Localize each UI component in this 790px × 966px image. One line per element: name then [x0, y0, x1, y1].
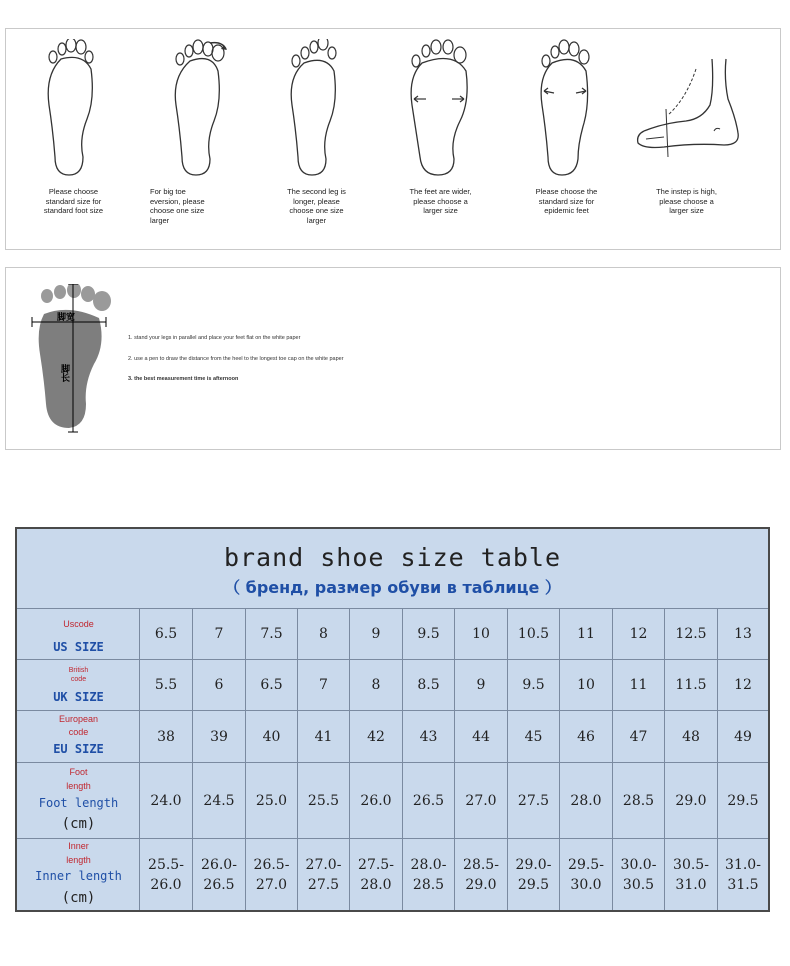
table-cell-line: 30.5-: [673, 856, 709, 873]
table-cell-line: 29.5: [517, 876, 550, 893]
foot-type-caption-line: eversion, please: [150, 196, 205, 206]
uk-code-label-2: code: [70, 676, 87, 683]
row-label-eu: [17, 711, 140, 762]
foot-type-caption-line: larger: [306, 215, 327, 225]
table-cell: 12.5: [665, 609, 718, 659]
foot-type-caption-line: longer, please: [293, 196, 340, 206]
table-cell-line: 31.0: [675, 876, 707, 893]
table-cell-line: 29.0-: [515, 856, 552, 873]
table-cell-line: 31.5: [727, 876, 759, 893]
table-cell-line: 29.0: [465, 876, 497, 893]
table-cell: 25.5: [298, 763, 350, 838]
table-cell: 39: [193, 711, 246, 762]
table-cell: [193, 839, 246, 910]
table-cell: 9.5: [403, 609, 455, 659]
table-cell-line: 26.0-: [201, 856, 237, 873]
table-cell: 12: [734, 677, 752, 693]
standard-foot-icon: [11, 39, 136, 179]
table-cell: 27.5: [508, 763, 560, 838]
table-cell: 10.5: [508, 609, 560, 659]
table-cell: [718, 839, 768, 910]
table-cell: 41: [298, 711, 350, 762]
table-cell: 5.5: [140, 660, 193, 710]
table-cell-line: 27.0: [255, 876, 288, 893]
table-cell: 9: [455, 660, 508, 710]
big-toe-foot-icon: [138, 39, 263, 179]
table-cell: 29.0: [665, 763, 718, 838]
table-cell-line: 31.0-: [725, 856, 761, 873]
table-cell: 44: [455, 711, 508, 762]
foot-type-caption: [628, 187, 745, 216]
foot-type-item: [624, 39, 749, 244]
table-cell: [246, 839, 298, 910]
table-cell-line: 25.5-: [148, 856, 184, 873]
table-cell: 49: [734, 728, 752, 745]
foot-type-caption-line: choose one size: [289, 206, 344, 215]
row-label-inner-length: [17, 839, 140, 910]
foot-type-caption-line: larger: [150, 215, 170, 225]
table-cell: [560, 839, 613, 910]
table-cell: 8: [298, 609, 350, 659]
table-cell-line: 30.5: [622, 876, 655, 893]
table-cell: 6.5: [140, 609, 193, 659]
table-cell: 9: [350, 609, 403, 659]
table-cell: 11: [560, 609, 613, 659]
foot-length-label-1: Foot: [69, 767, 88, 777]
table-cell: 48: [665, 711, 718, 762]
table-cell: 40: [246, 711, 298, 762]
foot-type-caption: [382, 187, 499, 216]
table-cell: [613, 839, 665, 910]
foot-width-label: 脚宽: [57, 313, 76, 323]
uk-code-label-1: British: [68, 667, 89, 674]
table-cell: 6.5: [246, 660, 298, 710]
row-label-uk: [17, 660, 140, 710]
foot-type-item: [254, 39, 379, 244]
foot-type-caption-line: Please choose: [48, 187, 99, 196]
table-cell: 25.0: [246, 763, 298, 838]
foot-type-caption-line: larger size: [423, 206, 458, 215]
table-cell: 26.5: [403, 763, 455, 838]
foot-measurement-icon: [24, 284, 124, 434]
long-second-toe-foot-icon: [254, 39, 379, 179]
foot-length-label-2: length: [66, 781, 91, 791]
table-cell: 28.5: [613, 763, 665, 838]
table-cell: 24.0: [140, 763, 193, 838]
table-row-foot-length: [17, 763, 768, 839]
table-cell: 24.5: [193, 763, 246, 838]
foot-type-caption-line: standard size for: [45, 196, 102, 206]
foot-type-caption: [258, 187, 375, 225]
measurement-step-1: 1. stand your legs in parallel and place your feet flat on the white paper: [128, 335, 301, 341]
table-cell: 47: [613, 711, 665, 762]
table-cell: [508, 839, 560, 910]
table-cell: [298, 839, 350, 910]
eu-code-label-1: European: [58, 714, 99, 724]
table-cell: 8: [350, 660, 403, 710]
foot-type-caption: [508, 187, 625, 216]
table-header: [17, 529, 768, 609]
table-cell: [140, 839, 193, 910]
foot-type-caption: [15, 187, 132, 216]
foot-type-caption-line: For big toe: [150, 187, 186, 196]
table-cell: 13: [734, 626, 752, 642]
foot-type-caption-line: epidemic feet: [544, 206, 589, 215]
foot-type-caption-line: The feet are wider,: [409, 187, 472, 196]
table-cell: 6: [193, 660, 246, 710]
table-cell: [665, 839, 718, 910]
table-cell: [350, 839, 403, 910]
wide-foot-icon: [378, 39, 503, 179]
table-cell: 42: [350, 711, 403, 762]
table-cell: 29.5: [727, 792, 759, 809]
table-cell-line: 28.5-: [463, 856, 499, 873]
foot-type-item: [138, 39, 263, 244]
table-subtitle: （ бренд, размер обуви в таблице ）: [224, 578, 561, 597]
table-cell: 9.5: [508, 660, 560, 710]
table-cell: 43: [403, 711, 455, 762]
row-label-foot-length: [17, 763, 140, 838]
table-cell: [455, 839, 508, 910]
table-cell: 46: [560, 711, 613, 762]
foot-type-caption-line: please choose a: [413, 196, 468, 206]
inner-length-label: Inner length: [35, 869, 122, 883]
table-cell-line: 29.5-: [568, 856, 604, 873]
foot-type-caption-line: Please choose the: [535, 187, 598, 196]
table-cell: 27.0: [455, 763, 508, 838]
table-cell: 10: [455, 609, 508, 659]
foot-type-caption-line: standard foot size: [43, 206, 104, 215]
table-cell-line: 28.5: [412, 876, 445, 893]
size-table: [15, 527, 770, 912]
us-code-label: Uscode: [63, 619, 94, 629]
foot-length-label: Foot length: [38, 796, 119, 810]
measurement-guide: [5, 267, 781, 450]
high-instep-foot-icon: [624, 39, 749, 179]
foot-length-label: 脚长: [59, 364, 69, 382]
table-title: brand shoe size table: [223, 543, 562, 572]
table-cell-line: 26.0: [150, 876, 182, 893]
table-cell: 26.0: [350, 763, 403, 838]
foot-type-item: [378, 39, 503, 244]
table-cell-line: 30.0: [570, 876, 602, 893]
table-cell-line: 26.5: [203, 876, 235, 893]
table-row-uk: [17, 660, 768, 711]
table-cell-line: 28.0: [360, 876, 392, 893]
table-cell: 10: [560, 660, 613, 710]
table-cell-line: 26.5-: [253, 856, 290, 873]
flat-foot-icon: [504, 39, 629, 179]
table-cell-line: 27.5-: [358, 856, 394, 873]
foot-type-caption-line: larger size: [669, 206, 704, 215]
table-cell: 45: [508, 711, 560, 762]
foot-type-caption-line: The instep is high,: [656, 187, 717, 196]
table-cell-line: 27.0-: [305, 856, 342, 873]
foot-type-caption-line: standard size for: [538, 196, 595, 206]
inner-length-label-1: Inner: [68, 841, 89, 851]
foot-length-unit: (cm): [61, 816, 96, 832]
row-label-us: [17, 609, 140, 659]
foot-type-caption-line: choose one size: [150, 206, 205, 215]
eu-size-label: EU SIZE: [53, 742, 104, 756]
table-cell: 7: [298, 660, 350, 710]
table-cell-line: 30.0-: [620, 856, 657, 873]
table-cell: 28.0: [560, 763, 613, 838]
measurement-step-2: 2. use a pen to draw the distance from the heel to the longest toe cap on the white paper: [128, 356, 344, 362]
table-cell: 11.5: [665, 660, 718, 710]
table-row-eu: [17, 711, 768, 763]
inner-length-label-2: length: [66, 855, 91, 865]
table-cell: 11: [613, 660, 665, 710]
foot-type-caption-line: please choose a: [659, 196, 714, 206]
table-cell-line: 27.5: [307, 876, 340, 893]
measurement-step-3: 3. the best measurement time is afternoon: [128, 376, 239, 382]
foot-type-caption: [150, 187, 267, 225]
table-cell: 7.5: [246, 609, 298, 659]
us-size-label: US SIZE: [53, 640, 104, 654]
uk-size-label: UK SIZE: [53, 690, 104, 704]
table-row-us: [17, 609, 768, 660]
table-cell: 7: [193, 609, 246, 659]
inner-length-unit: (cm): [61, 890, 96, 906]
foot-type-caption-line: The second leg is: [287, 187, 346, 196]
foot-type-item: [11, 39, 136, 244]
table-row-inner-length: [17, 839, 768, 910]
table-cell: 12: [613, 609, 665, 659]
table-cell-line: 28.0-: [410, 856, 447, 873]
eu-code-label-2: code: [68, 727, 89, 737]
table-cell: 38: [140, 711, 193, 762]
foot-type-item: [504, 39, 629, 244]
foot-type-guide: [5, 28, 781, 250]
table-cell: 8.5: [403, 660, 455, 710]
table-cell: [403, 839, 455, 910]
